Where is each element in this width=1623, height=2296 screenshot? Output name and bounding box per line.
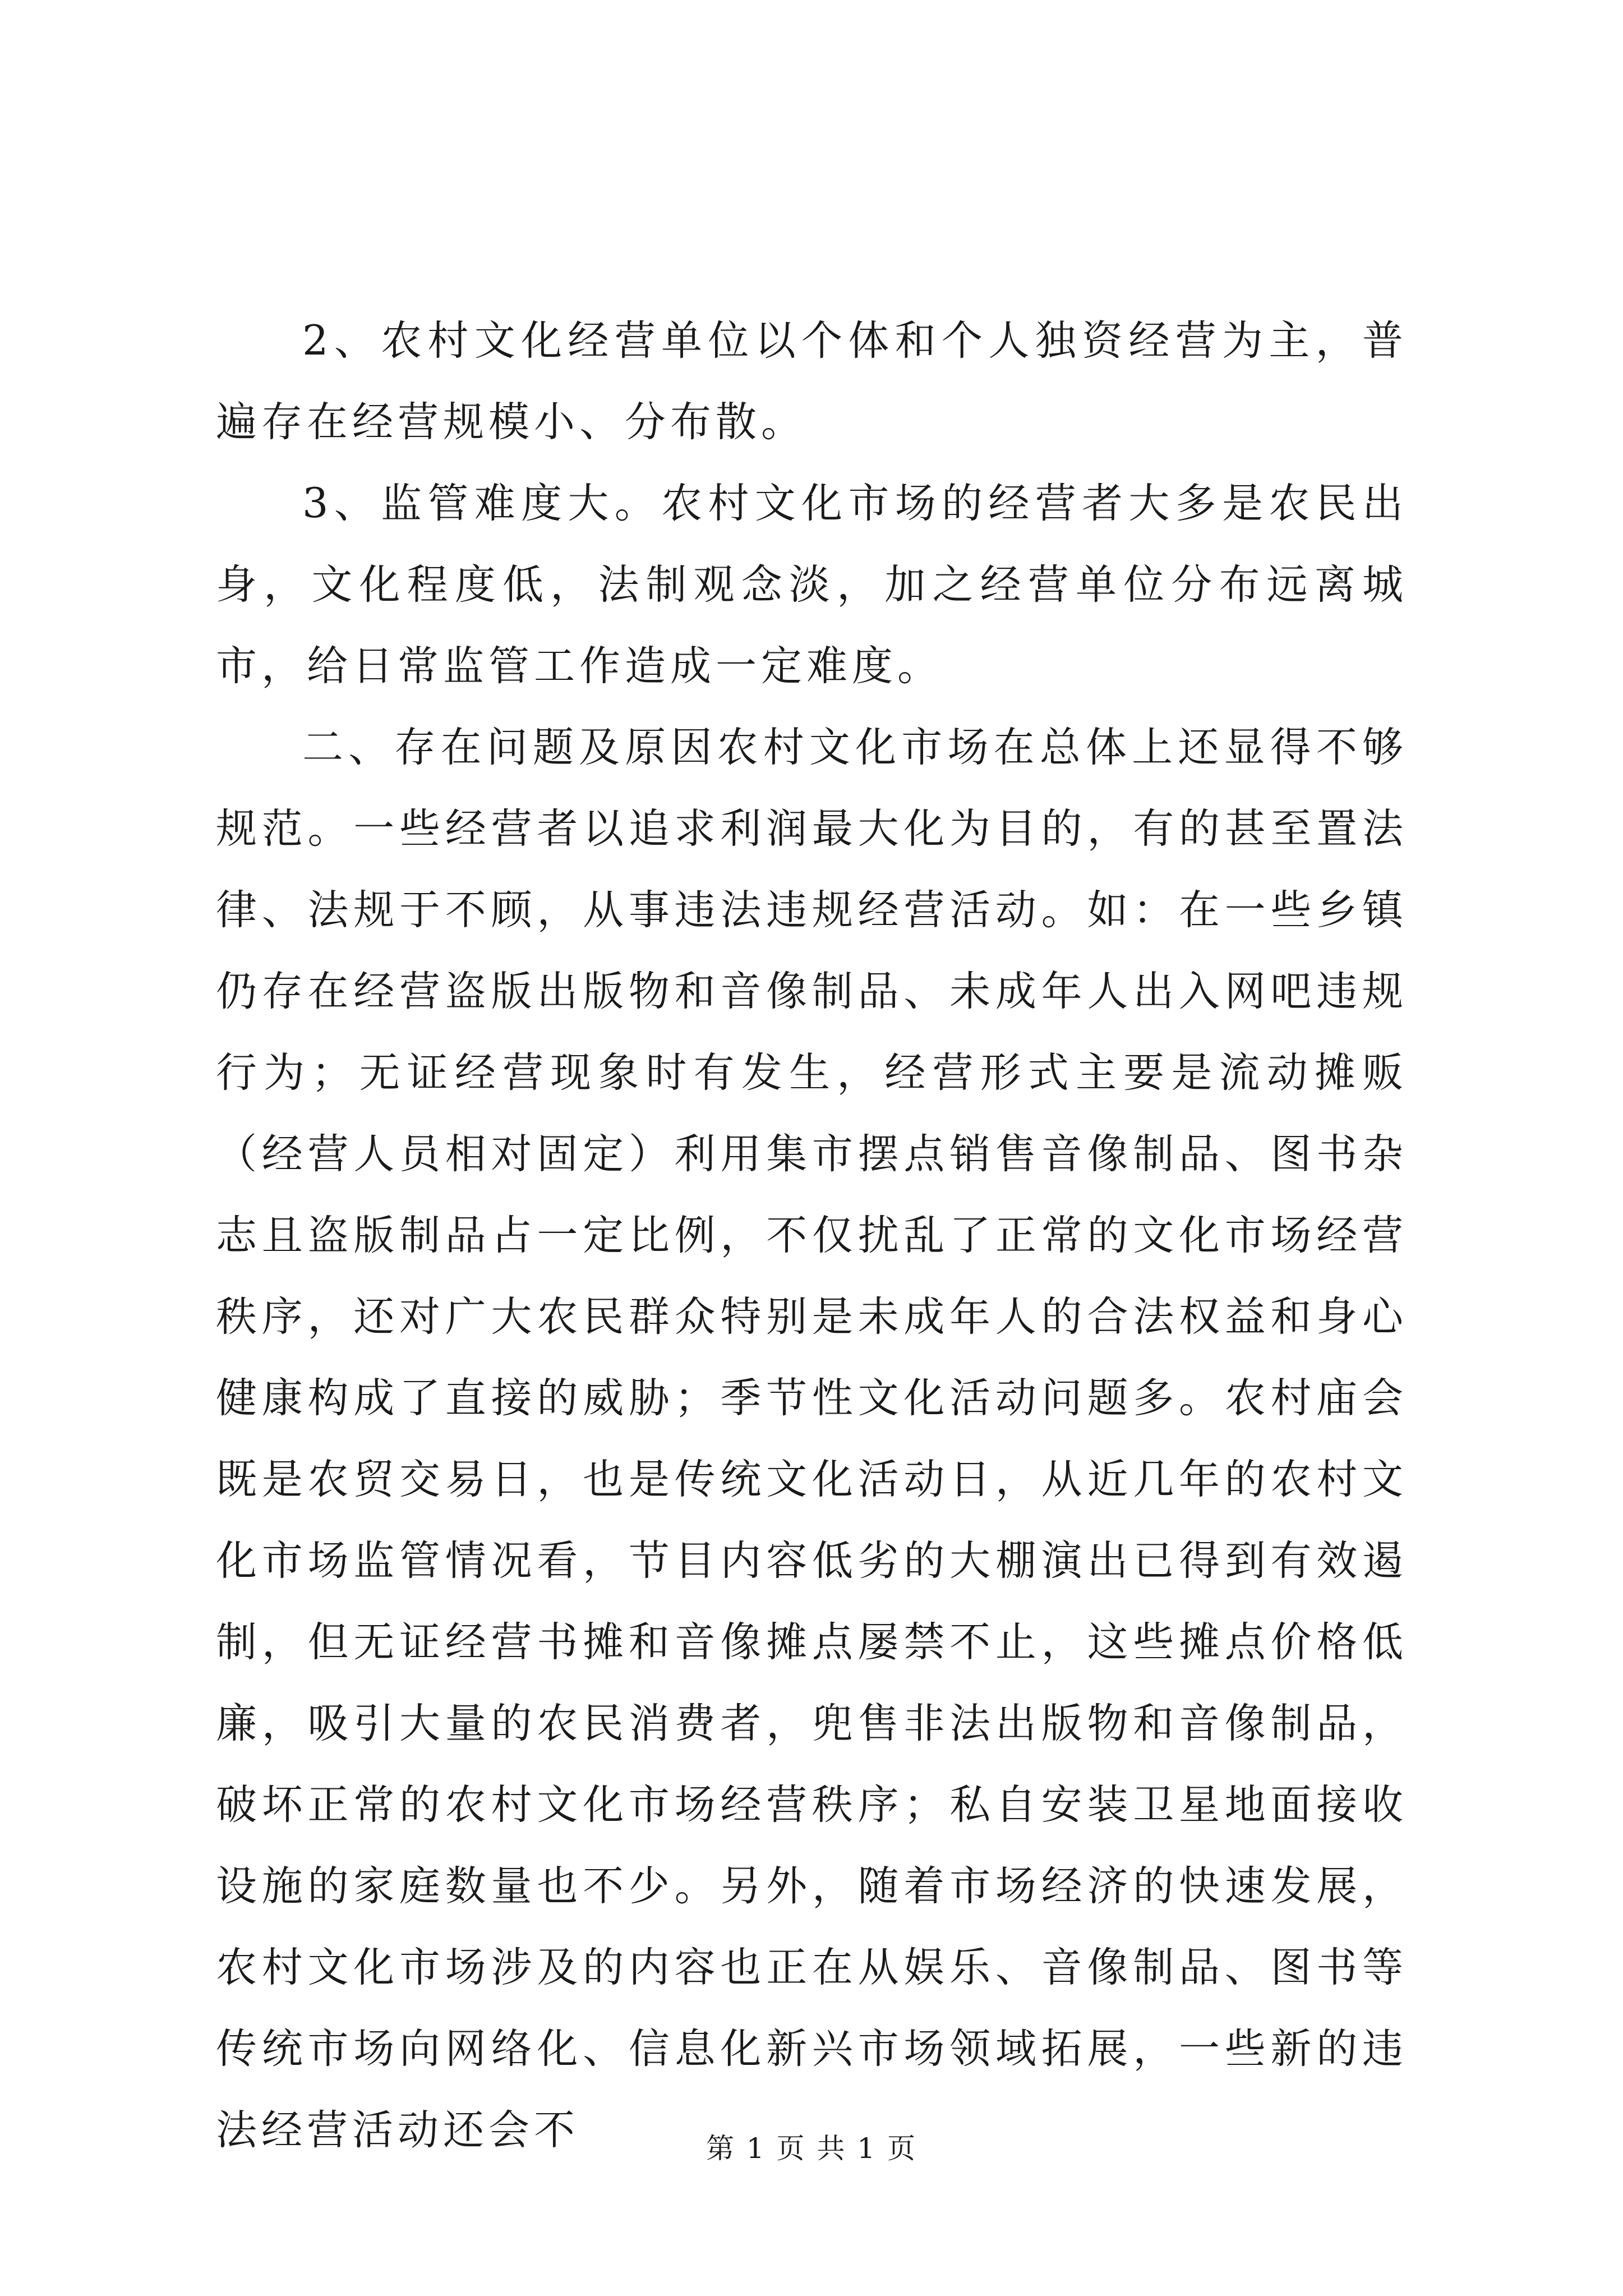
paragraph-item-2: 2、农村文化经营单位以个体和个人独资经营为主，普遍存在经营规模小、分布散。: [216, 317, 1408, 446]
document-body: [216, 300, 1408, 2171]
paragraph-section-2: 二、存在问题及原因农村文化市场在总体上还显得不够规范。一些经营者以追求利润最大化为目的，有的甚至置法律、法规于不顾，从事违法违规经营活动。如：在一些乡镇仍存在经营盗版出版物和音像制品、未成年人出入网吧违规行为；无证经营现象时有发生，经营形式主要是流动摊贩（经营人员相对固定）利用集市摆点销售音像制品、图书杂志且盗版制品占一定比例，不仅扰乱了正常的文化市场经营秩序，还对广大农民群众特别是未成年人的合法权益和身心健康构成了直接的威胁；季节性文化活动问题多。农村庙会既是农贸交易日，也是传统文化活动日，从近几年的农村文化市场监管情况看，节目内容低劣的大棚演出已得到有效遏制，但无证经营书摊和音像摊点屡禁不止，这些摊点价格低廉，吸引大量的农民消费者，兜售非法出版物和音像制品，破坏正常的农村文化市场经营秩序；私自安装卫星地面接收设施的家庭数量也不少。另外，随着市场经济的快速发展，农村文化市场涉及的内容也正在从娱乐、音像制品、图书等传统市场向网络化、信息化新兴市场领域拓展，一些新的违法经营活动还会不: [216, 724, 1408, 2154]
paragraph-item-3: 3、监管难度大。农村文化市场的经营者大多是农民出身，文化程度低，法制观念淡，加之经营单位分布远离城市，给日常监管工作造成一定难度。: [216, 480, 1408, 690]
page-footer: 第 1 页 共 1 页: [706, 2132, 917, 2165]
